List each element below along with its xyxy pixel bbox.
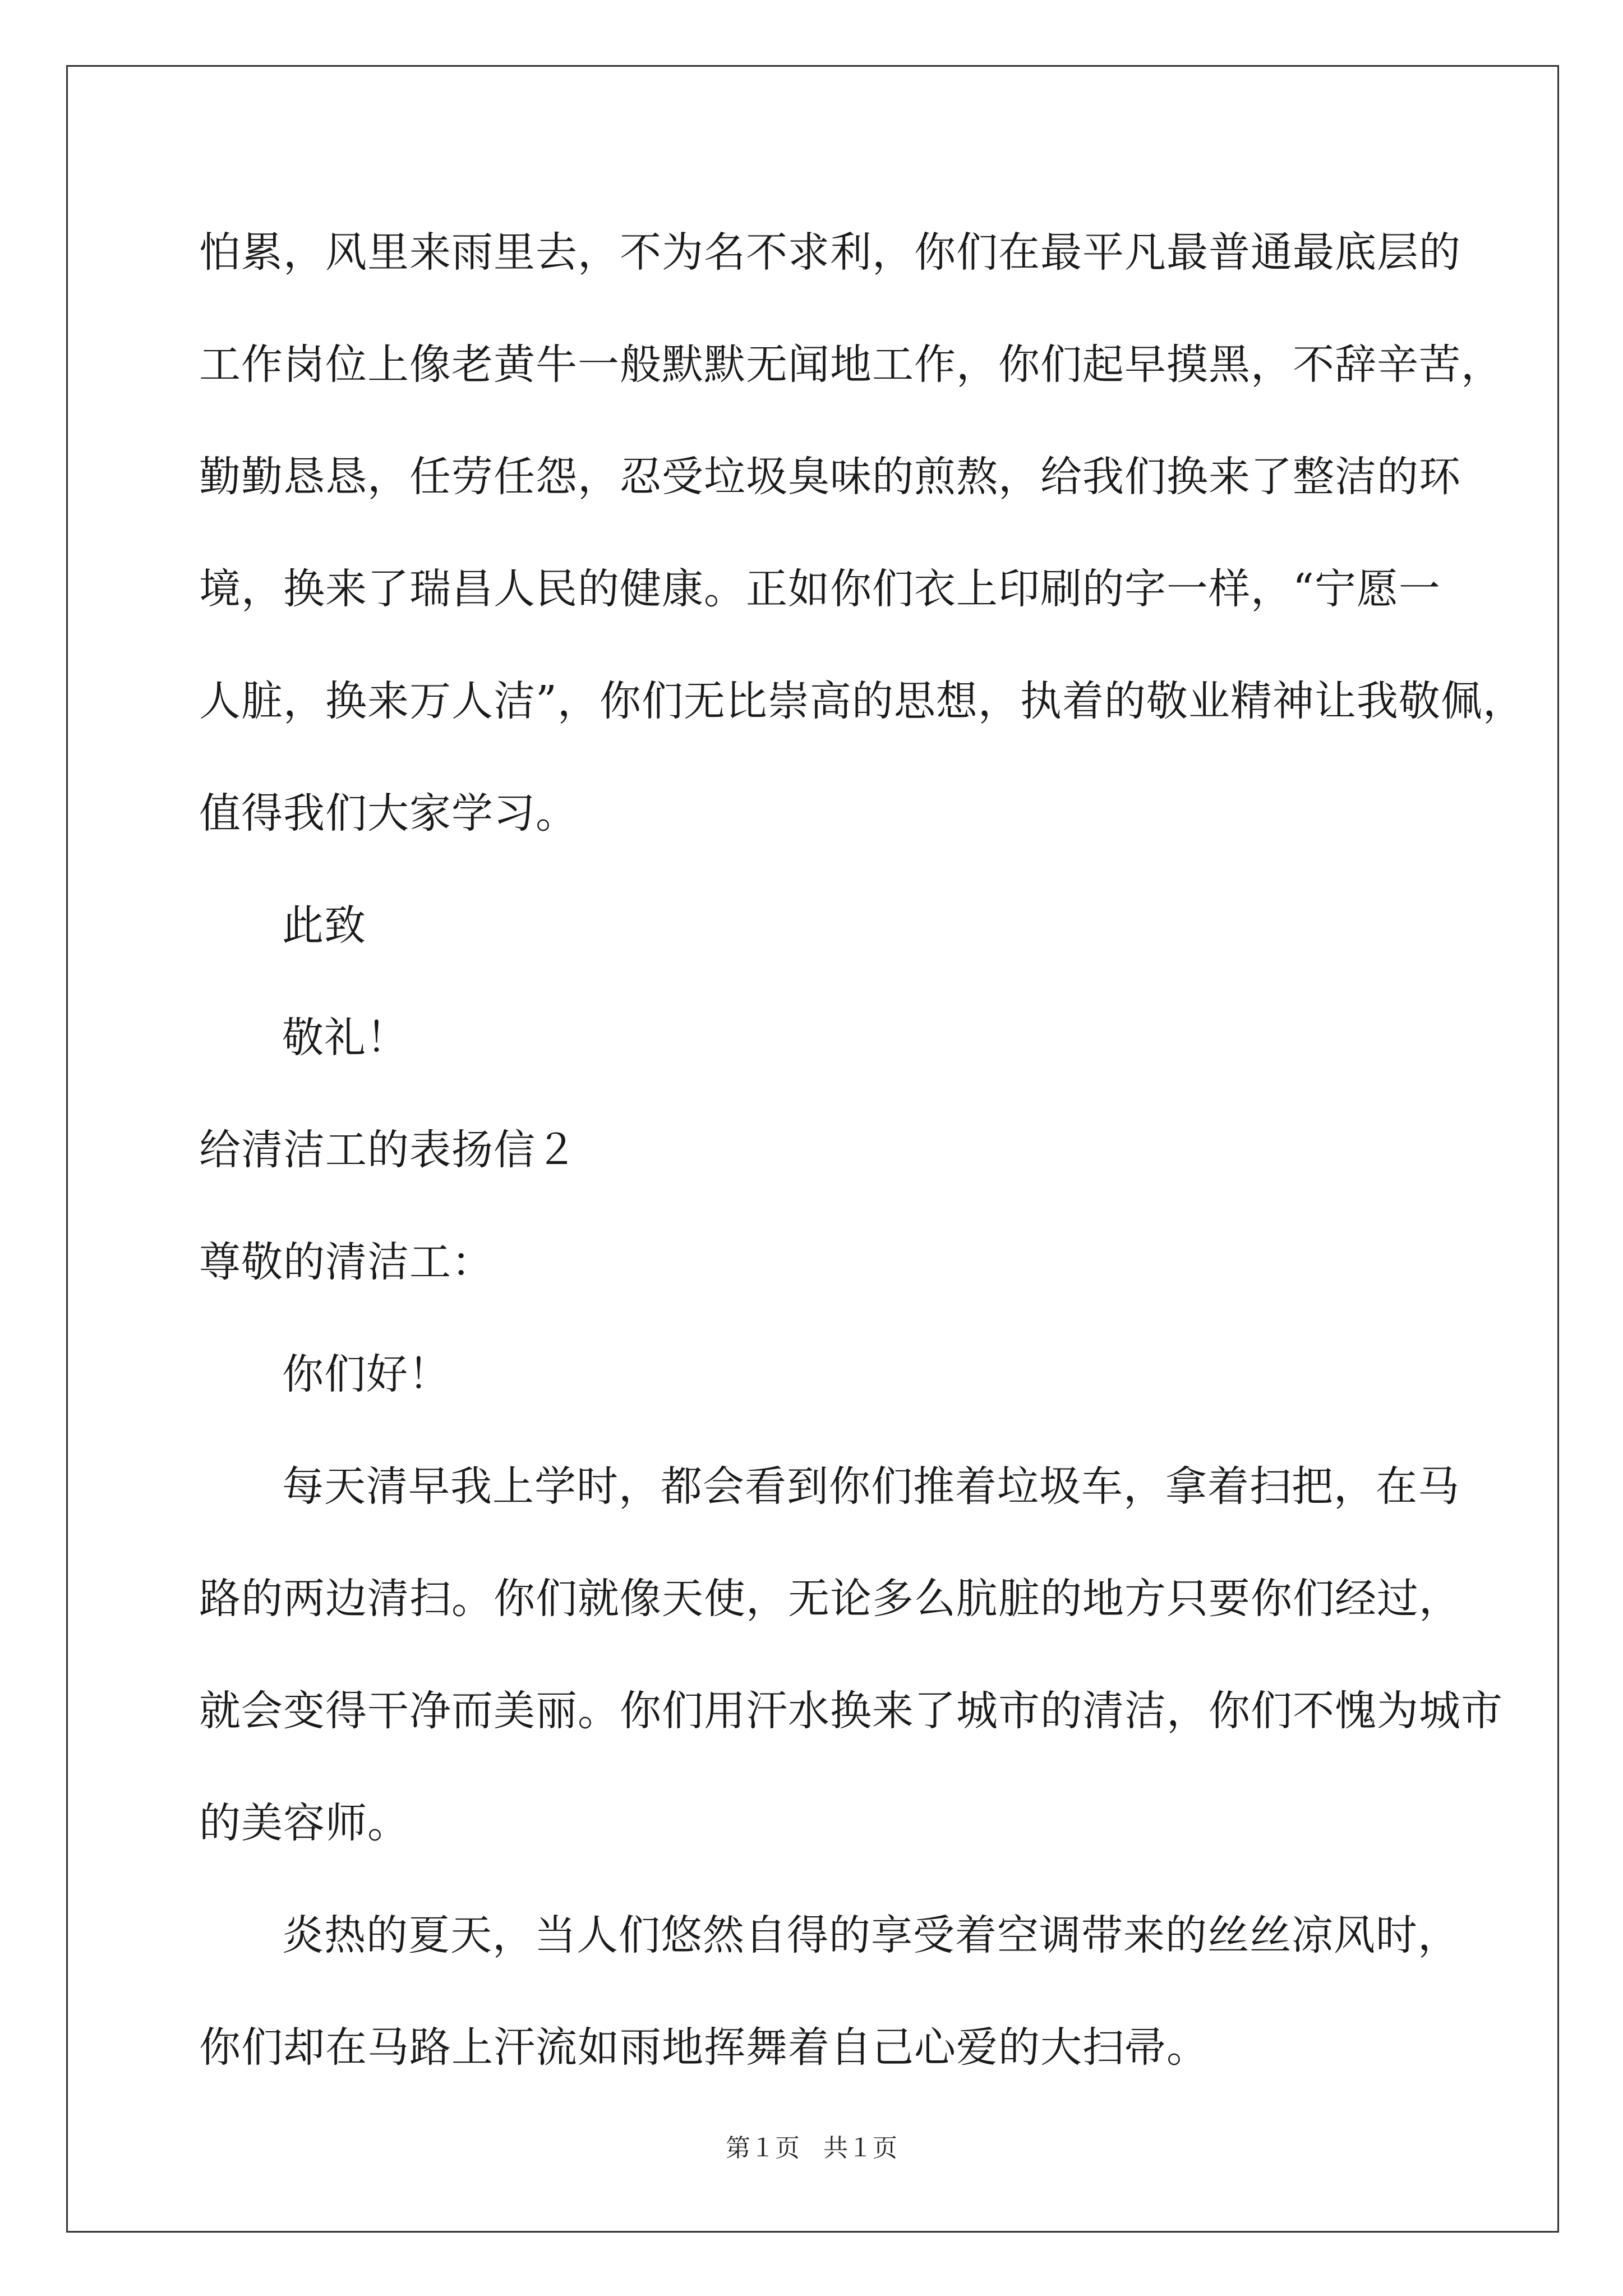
paragraph-line: 每天清早我上学时，都会看到你们推着垃圾车，拿着扫把，在马 <box>282 1462 1460 1511</box>
paragraph-line: 人脏，换来万人洁”，你们无比崇高的思想，执着的敬业精神让我敬佩， <box>199 677 1525 725</box>
paragraph-line: 值得我们大家学习。 <box>199 789 578 838</box>
page-footer <box>0 2132 1623 2165</box>
paragraph-line: 境，换来了瑞昌人民的健康。正如你们衣上印刷的字一样，“宁愿一 <box>199 565 1441 613</box>
letter-greeting: 尊敬的清洁工： <box>199 1238 494 1286</box>
page-number: 第１页 <box>726 2134 800 2162</box>
paragraph-line: 就会变得干净而美丽。你们用汗水换来了城市的清洁，你们不愧为城市 <box>199 1687 1503 1735</box>
paragraph-line: 炎热的夏天，当人们悠然自得的享受着空调带来的丝丝凉风时， <box>282 1911 1460 1959</box>
paragraph-line: 怕累，风里来雨里去，不为名不求利，你们在最平凡最普通最底层的 <box>199 228 1461 277</box>
paragraph-line: 路的两边清扫。你们就像天使，无论多么肮脏的地方只要你们经过， <box>199 1575 1461 1623</box>
paragraph-line: 工作岗位上像老黄牛一般默默无闻地工作，你们起早摸黑，不辞辛苦， <box>199 341 1503 389</box>
closing-regards: 敬礼！ <box>282 1014 408 1062</box>
paragraph-line: 的美容师。 <box>199 1799 409 1847</box>
document-body <box>199 208 1525 2115</box>
closing-salutation: 此致 <box>282 901 366 950</box>
letter-title: 给清洁工的表扬信２ <box>199 1126 578 1174</box>
letter-hello: 你们好！ <box>282 1350 450 1398</box>
paragraph-line: 勤勤恳恳，任劳任怨，忍受垃圾臭味的煎熬，给我们换来了整洁的环 <box>199 453 1461 501</box>
paragraph-line: 你们却在马路上汗流如雨地挥舞着自己心爱的大扫帚。 <box>199 2023 1209 2072</box>
page-total: 共１页 <box>823 2134 897 2162</box>
